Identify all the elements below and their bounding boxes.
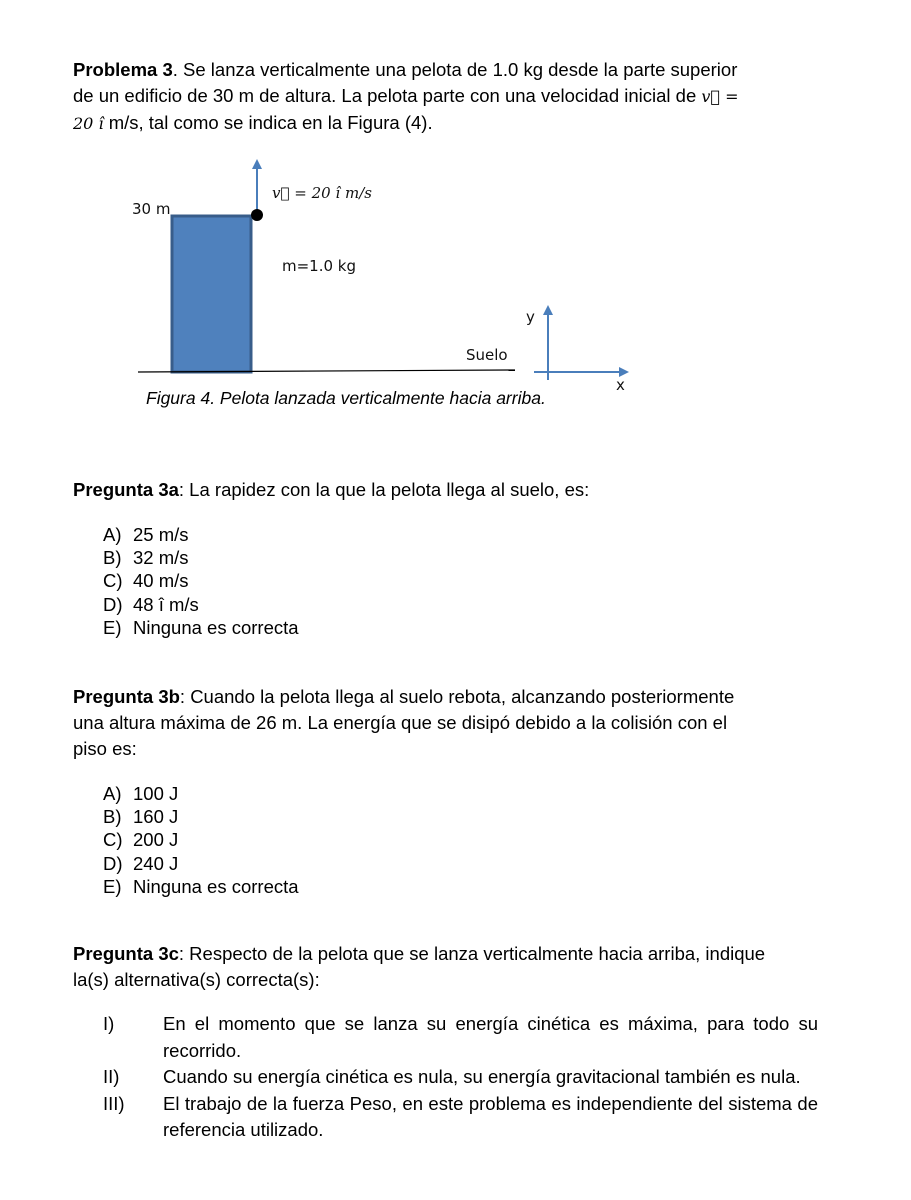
statement-i[interactable] <box>103 1011 818 1064</box>
option-letter: E) <box>103 875 122 897</box>
question-3c-line2: la(s) alternativa(s) correcta(s): <box>73 969 320 990</box>
statement-number: III) <box>103 1092 125 1114</box>
option-letter: B) <box>103 806 122 828</box>
question-3c-line1: : Respecto de la pelota que se lanza verticalmente hacia arriba, indique <box>178 943 766 964</box>
option-d[interactable] <box>103 593 299 616</box>
ground-label: Suelo <box>466 346 508 364</box>
option-a[interactable] <box>103 782 299 805</box>
statement-text: Cuando su energía cinética es nula, su energía gravitacional también es nula. <box>163 1066 801 1087</box>
x-axis-label: x <box>616 376 625 394</box>
statement-number: I) <box>103 1013 115 1034</box>
question-3b-line1: : Cuando la pelota llega al suelo rebota, alcanzando posteriormente <box>179 686 735 707</box>
figure-4 <box>120 150 640 394</box>
option-letter: C) <box>103 829 123 851</box>
option-text: 40 m/s <box>133 570 189 592</box>
mass-label: m=1.0 kg <box>282 257 357 275</box>
question-3a-text: : La rapidez con la que la pelota llega al suelo, es: <box>178 479 590 500</box>
option-letter: C) <box>103 570 123 592</box>
y-axis-label: y <box>526 308 535 326</box>
problem-text-line1: . Se lanza verticalmente una pelota de 1.0 kg desde la parte superior <box>172 59 738 80</box>
option-e[interactable] <box>103 616 299 639</box>
question-3b-line3: piso es: <box>73 738 137 759</box>
statement-text: En el momento que se lanza su energía cinética es máxima, para todo su recorrido. <box>163 1013 818 1061</box>
ball <box>251 209 263 221</box>
problem-text-line3: m/s, tal como se indica en la Figura (4). <box>103 112 433 133</box>
question-3a-options <box>103 523 299 639</box>
problem-statement <box>73 57 823 137</box>
question-3b-line2: una altura máxima de 26 m. La energía que se disipó debido a la colisión con el <box>73 712 728 733</box>
question-3c-statements <box>103 1011 818 1144</box>
height-label: 30 m <box>132 200 171 218</box>
option-letter: A) <box>103 524 122 545</box>
option-d[interactable] <box>103 852 299 875</box>
problem-label: Problema 3 <box>73 59 173 80</box>
option-text: 48 î m/s <box>133 593 199 615</box>
velocity-label: v⃗ = 20 î m/s <box>272 184 372 202</box>
question-3a-label: Pregunta 3a <box>73 479 179 500</box>
statement-iii[interactable] <box>103 1091 818 1144</box>
option-text: 100 J <box>133 783 179 804</box>
option-c[interactable] <box>103 569 299 592</box>
statement-text: El trabajo de la fuerza Peso, en este problema es independiente del sistema de referencia utilizado. <box>163 1092 818 1140</box>
option-b[interactable] <box>103 546 299 569</box>
question-3b <box>73 684 823 762</box>
option-e[interactable] <box>103 875 299 898</box>
option-letter: D) <box>103 593 123 615</box>
option-text: Ninguna es correcta <box>133 616 299 638</box>
statement-ii[interactable] <box>103 1064 818 1091</box>
option-a[interactable] <box>103 523 299 546</box>
velocity-value: 20 î <box>73 114 104 133</box>
building-rect <box>172 216 251 372</box>
question-3c-label: Pregunta 3c <box>73 943 179 964</box>
option-text: Ninguna es correcta <box>133 875 299 897</box>
option-letter: D) <box>103 852 123 874</box>
question-3b-label: Pregunta 3b <box>73 686 180 707</box>
problem-text-line2: de un edificio de 30 m de altura. La pelota parte con una velocidad inicial de <box>73 85 702 106</box>
velocity-vector-symbol: v⃗ = <box>701 87 739 106</box>
question-3a <box>73 477 823 503</box>
figure-caption: Figura 4. Pelota lanzada verticalmente hacia arriba. <box>146 388 546 408</box>
option-text: 32 m/s <box>133 547 189 569</box>
option-letter: B) <box>103 547 122 569</box>
option-text: 160 J <box>133 806 179 828</box>
question-3c <box>73 941 823 993</box>
question-3b-options <box>103 782 299 898</box>
option-text: 25 m/s <box>133 524 189 545</box>
option-c[interactable] <box>103 828 299 851</box>
figure-drawing <box>120 150 640 390</box>
statement-number: II) <box>103 1066 120 1087</box>
option-letter: E) <box>103 616 122 638</box>
option-text: 200 J <box>133 829 179 851</box>
option-b[interactable] <box>103 805 299 828</box>
option-text: 240 J <box>133 852 179 874</box>
option-letter: A) <box>103 783 122 804</box>
